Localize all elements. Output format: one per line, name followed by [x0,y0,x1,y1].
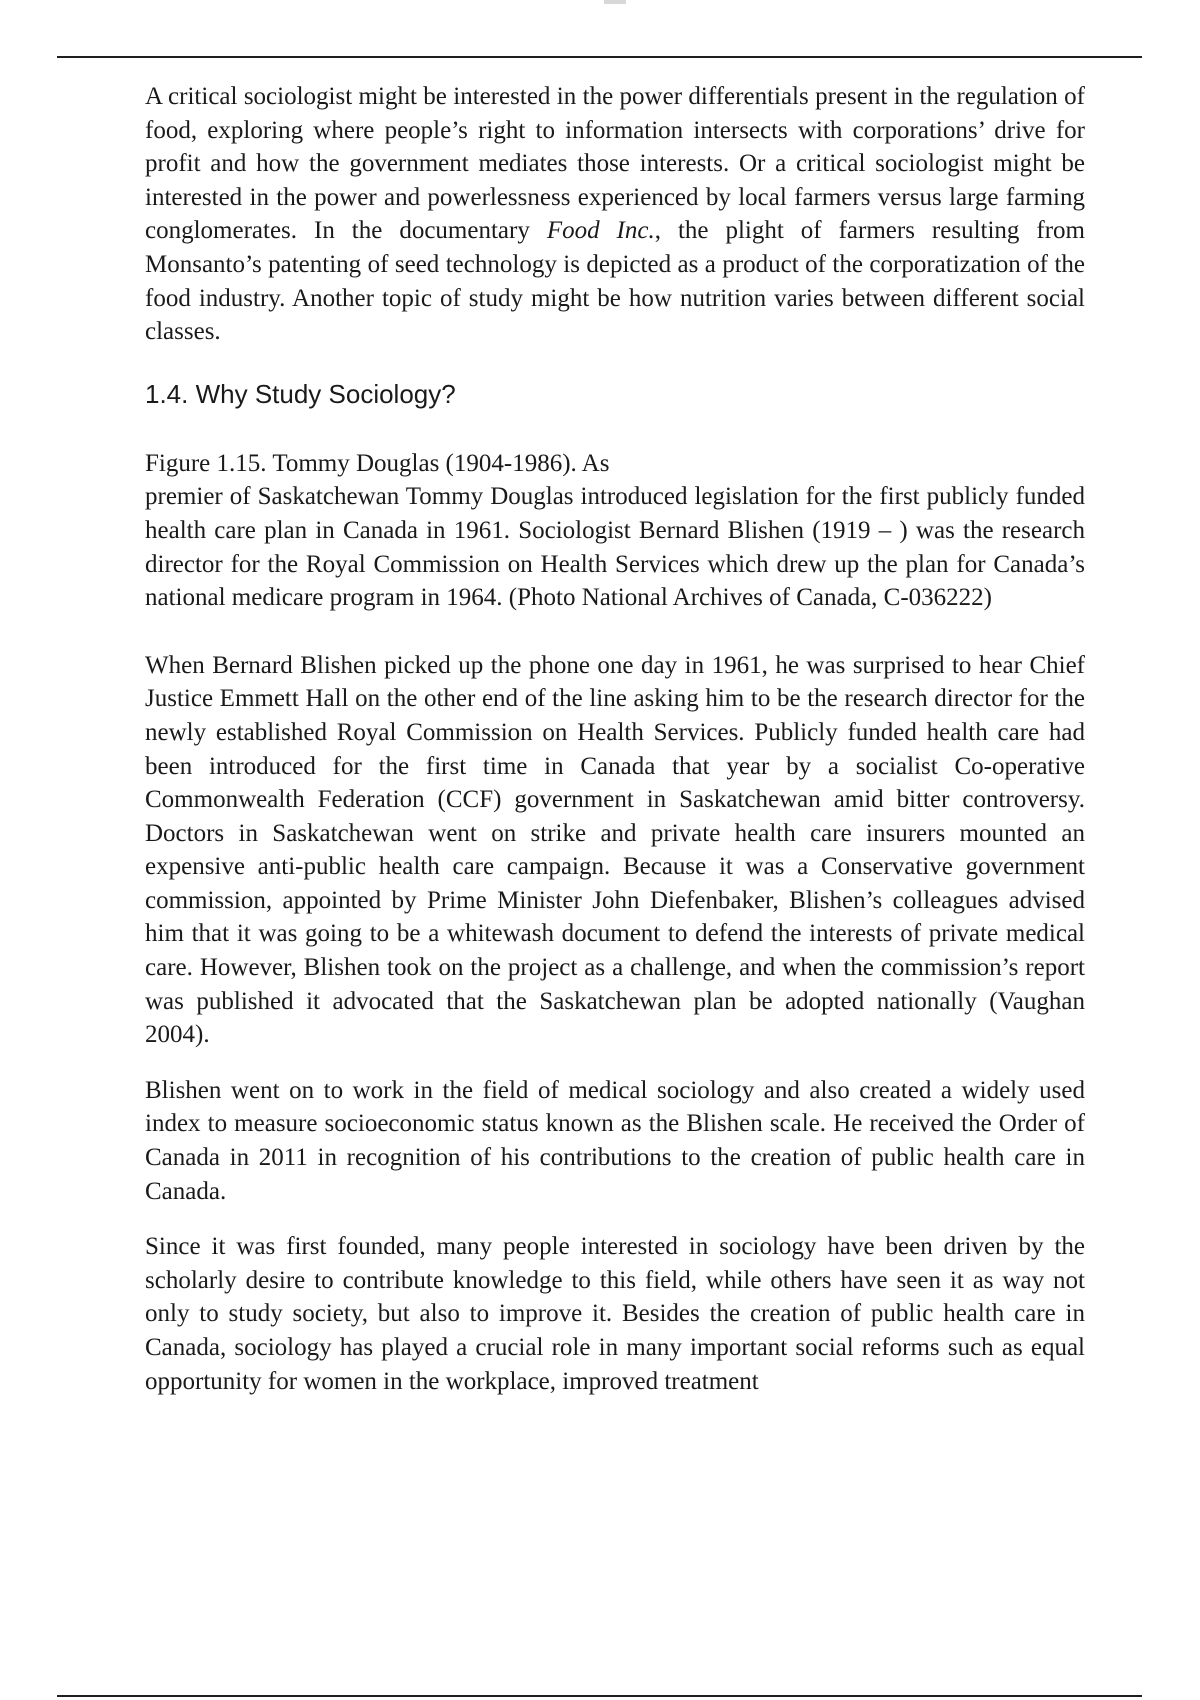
page-top-marker [604,0,626,4]
top-rule [57,56,1142,58]
section-heading: 1.4. Why Study Sociology? [145,378,456,409]
paragraph1-text-start: A critical sociologist might be interested in the power differentials present in the regulation of food, exploring where people’s right to information intersects with corporations’ drive for profit and how the government mediates those interests. Or a critical sociologist might be interested in the power and powerlessness experienced by local farmers versus large farming conglomerates. In the documentary [145,83,1085,245]
paragraph-why-sociology: Since it was first founded, many people interested in sociology have been driven by the scholarly desire to contribute knowledge to this field, while others have seen it as way not only to study society, but also to improve it. Besides the creation of public health care in Canada, sociology has played a crucial role in many important social reforms such as equal opportunity for women in the workplace, improved treatment [145,1233,1085,1395]
figure-caption-body: premier of Saskatchewan Tommy Douglas introduced legislation for the first publicly funded health care plan in Canada in 1961. Sociologist Bernard Blishen (1919 – ) was the research director for the Royal Commission on Health Services which drew up the plan for Canada’s national medicare program in 1964. (Photo National Archives of Canada, C-036222) [145,483,1085,612]
bottom-rule [57,1695,1142,1697]
paragraph1-text-end: , the plight of farmers resulting from Monsanto’s patenting of seed technology is depicted as a product of the corporatization of the food industry. Another topic of study might be how nutrition varies between different social classes. [145,217,1085,346]
figure-caption-lead: Figure 1.15. Tommy Douglas (1904-1986). As [145,449,610,477]
page-content [145,80,1085,1398]
paragraph-critical-sociologist [145,80,1085,349]
paragraph-blishen-phone: When Bernard Blishen picked up the phone one day in 1961, he was surprised to hear Chief Justice Emmett Hall on the other end of the line asking him to be the research director for the newly established Royal Commission on Health Services. Publicly funded health care had been introduced for the first time in Canada that year by a socialist Co-operative Commonwealth Federation (CCF) government in Saskatchewan amid bitter controversy. Doctors in Saskatchewan went on strike and private health care insurers mounted an expensive anti-public health care campaign. Because it was a Conservative government commission, appointed by Prime Minister John Diefenbaker, Blishen’s colleagues advised him that it was going to be a whitewash document to defend the interests of private medical care. However, Blishen took on the project as a challenge, and when the commission’s report was published it advocated that the Saskatchewan plan be adopted nationally (Vaughan 2004). [145,651,1085,1049]
documentary-title: Food Inc. [546,217,655,245]
paragraph-blishen-scale: Blishen went on to work in the field of medical sociology and also created a widely used index to measure socioeconomic status known as the Blishen scale. He received the Order of Canada in 2011 in recognition of his contributions to the creation of public health care in Canada. [145,1076,1085,1205]
